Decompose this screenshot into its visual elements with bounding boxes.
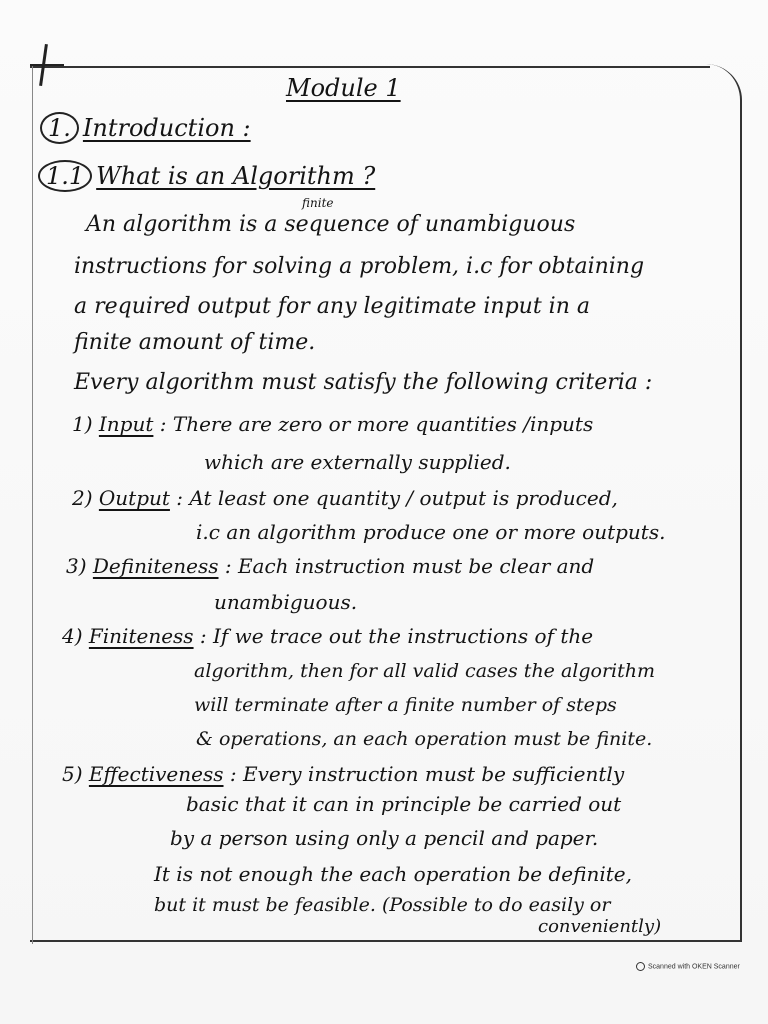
criterion-text: unambiguous. (214, 590, 358, 614)
criterion-definiteness: 3) Definiteness : Each instruction must be clear and (66, 554, 595, 578)
subsection-heading (38, 160, 375, 192)
criterion-number: 2) (72, 486, 93, 510)
criterion-text: will terminate after a finite number of steps (194, 694, 617, 716)
criterion-name: Output (98, 486, 170, 510)
definition-line: finite amount of time. (74, 330, 316, 355)
criterion-text: There are zero or more quantities /inputs (172, 412, 594, 436)
criterion-number: 5) (62, 762, 83, 786)
criterion-number: 4) (62, 624, 83, 648)
criterion-text: Every instruction must be sufficiently (242, 762, 625, 786)
criteria-intro: Every algorithm must satisfy the following criteria : (74, 370, 653, 395)
criterion-text: but it must be feasible. (Possible to do easily or (154, 894, 611, 916)
criterion-finiteness: 4) Finiteness : If we trace out the instructions of the (62, 624, 594, 648)
criterion-text: basic that it can in principle be carried out (186, 792, 622, 816)
definition-line: An algorithm is a sequence of unambiguous (86, 212, 576, 237)
criterion-effectiveness: 5) Effectiveness : Every instruction must be sufficiently (62, 762, 625, 786)
subsection-number: 1.1 (38, 160, 92, 192)
corner-mark-horizontal (30, 64, 64, 66)
top-margin-line (30, 66, 710, 68)
criterion-number: 1) (72, 412, 93, 436)
scanner-logo-icon (636, 962, 645, 971)
criterion-name: Definiteness (92, 554, 219, 578)
scanner-text: Scanned with OKEN Scanner (648, 963, 740, 971)
criterion-text: i.c an algorithm produce one or more outputs. (196, 520, 666, 544)
definition-line: instructions for solving a problem, i.c for obtaining (74, 254, 645, 279)
criterion-number: 3) (66, 554, 87, 578)
subsection-title: What is an Algorithm ? (96, 162, 376, 190)
inserted-word: finite (302, 196, 334, 210)
section-heading (40, 112, 251, 144)
left-margin-line (32, 64, 33, 944)
criterion-text: by a person using only a pencil and paper. (170, 826, 599, 850)
section-title: Introduction : (82, 114, 251, 142)
criterion-output: 2) Output : At least one quantity / output is produced, (72, 486, 618, 510)
criterion-text: Each instruction must be clear and (237, 554, 595, 578)
criterion-input: 1) Input : There are zero or more quantities /inputs (72, 412, 594, 436)
page-title: Module 1 (286, 74, 401, 102)
criterion-name: Effectiveness (88, 762, 224, 786)
criterion-text: which are externally supplied. (204, 450, 511, 474)
criterion-text: conveniently) (538, 916, 662, 937)
criterion-name: Finiteness (88, 624, 194, 648)
criterion-text: & operations, an each operation must be finite. (196, 728, 653, 750)
definition-line: a required output for any legitimate input in a (74, 294, 590, 319)
criterion-name: Input (98, 412, 154, 436)
criterion-text: At least one quantity / output is produced, (189, 486, 618, 510)
section-number: 1. (40, 112, 79, 144)
scanner-watermark (636, 962, 740, 971)
criterion-text: If we trace out the instructions of the (213, 624, 594, 648)
criterion-text: It is not enough the each operation be definite, (154, 862, 632, 886)
criterion-text: algorithm, then for all valid cases the algorithm (194, 660, 656, 682)
